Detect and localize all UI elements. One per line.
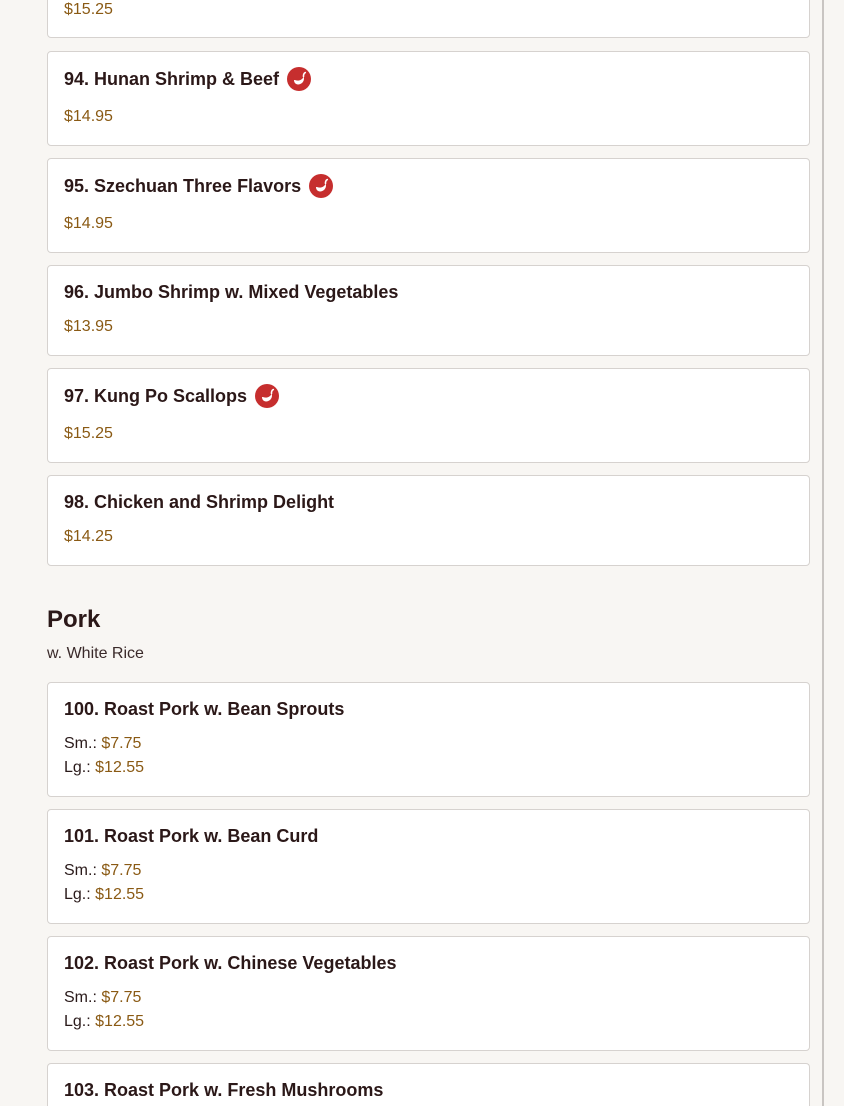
menu-item-card[interactable] [47,475,810,566]
item-price: $13.95 [64,318,113,335]
menu-item-card[interactable] [47,158,810,253]
item-name: 97. Kung Po Scallops [64,385,279,409]
large-price-row [64,1012,144,1032]
large-size-label: Lg.: [64,1013,91,1030]
large-price: $12.55 [95,886,145,903]
menu-item-card[interactable] [47,936,810,1051]
item-price: $14.25 [64,528,113,545]
large-size-label: Lg.: [64,886,91,903]
section-subtitle: w. White Rice [47,645,144,662]
menu-item-card[interactable] [47,809,810,924]
small-size-label: Sm.: [64,735,97,752]
chili-pepper-icon [255,384,279,408]
menu-item-card[interactable] [47,1063,810,1106]
menu-item-card[interactable] [47,0,810,38]
large-price: $12.55 [95,759,145,776]
item-name: 100. Roast Pork w. Bean Sprouts [64,699,345,719]
section-title: Pork [47,606,101,633]
item-price: $15.25 [64,1,113,18]
item-price: $14.95 [64,215,113,232]
item-name: 96. Jumbo Shrimp w. Mixed Vegetables [64,282,399,302]
menu-item-card[interactable] [47,368,810,463]
item-name: 94. Hunan Shrimp & Beef [64,68,311,92]
item-price: $15.25 [64,425,113,442]
large-size-label: Lg.: [64,759,91,776]
item-name: 98. Chicken and Shrimp Delight [64,492,335,512]
scroll-edge-divider [822,0,824,1106]
small-price-row [64,861,141,881]
large-price-row [64,885,144,905]
small-price-row [64,988,141,1008]
large-price-row [64,758,144,778]
item-name: 103. Roast Pork w. Fresh Mushrooms [64,1080,384,1100]
item-name: 95. Szechuan Three Flavors [64,175,333,199]
item-price: $14.95 [64,108,113,125]
large-price: $12.55 [95,1013,145,1030]
small-size-label: Sm.: [64,862,97,879]
small-size-label: Sm.: [64,989,97,1006]
menu-item-card[interactable] [47,265,810,356]
chili-pepper-icon [309,174,333,198]
item-name: 102. Roast Pork w. Chinese Vegetables [64,953,397,973]
small-price: $7.75 [101,989,142,1006]
item-name: 101. Roast Pork w. Bean Curd [64,826,319,846]
small-price: $7.75 [101,735,142,752]
menu-item-card[interactable] [47,682,810,797]
menu-item-card[interactable] [47,51,810,146]
small-price-row [64,734,141,754]
small-price: $7.75 [101,862,142,879]
chili-pepper-icon [287,67,311,91]
